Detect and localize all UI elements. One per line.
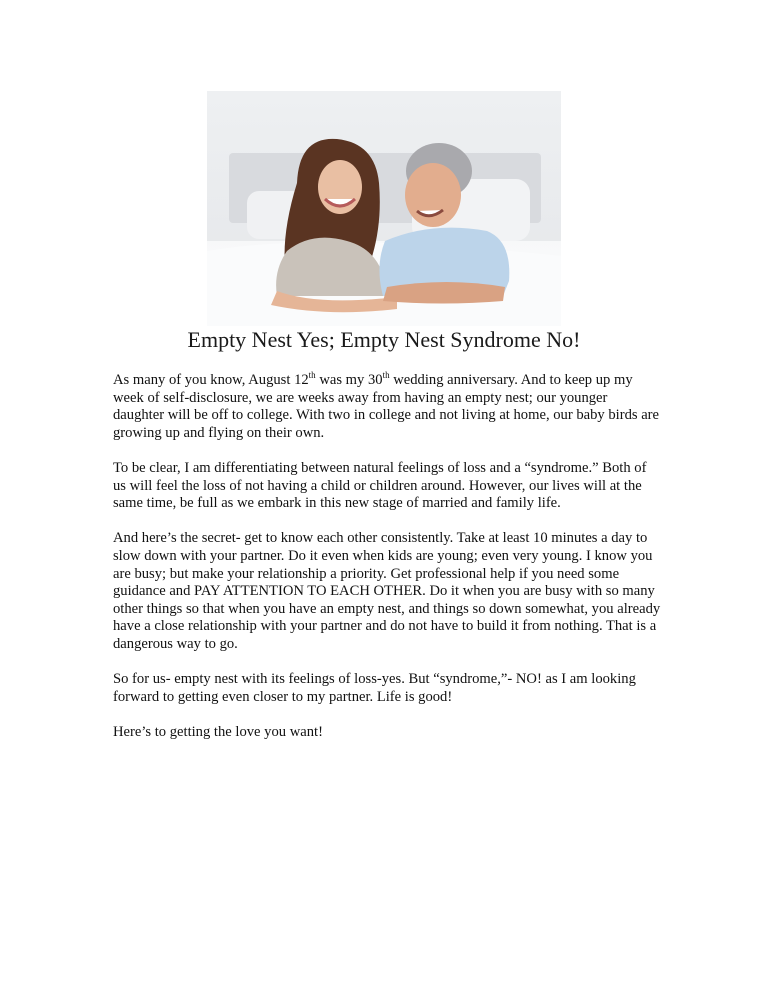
paragraph-2: To be clear, I am differentiating between natural feelings of loss and a “syndrome.” Both of us will feel the loss of not having a child or children around. However, our lives will at the same time, be full as we embark in this new stage of married and family life. [113,459,647,512]
ordinal-suffix: th [382,370,390,381]
paragraph-3: And here’s the secret- get to know each other consistently. Take at least 10 minutes a day to slow down with your partner. Do it even when kids are young; even very young. I know you are busy; but make your relationship a priority. Get professional help if you need some guidance and PAY ATTENTION TO EACH OTHER. Do it when you are busy with so many other things so that when you have an empty nest, and things so down somewhat, you already have a close relationship with your partner and do not have to build it from nothing. That is a dangerous way to go. [113,530,661,652]
ordinal-suffix: th [308,370,316,381]
paragraph-1 [113,372,661,442]
paragraph-5: Here’s to getting the love you want! [113,723,323,740]
paragraph-1-text-c: wedding anniversary. And to keep up my week of self-disclosure, we are weeks away from having an empty nest; our younger daughter will be off to college. With two in college and not living at home, our baby birds are growing up and flying on their own. [113,372,660,441]
couple-photo-illustration [207,91,561,326]
paragraph-1-text-a: As many of you know, August 12 [113,372,309,388]
article-title: Empty Nest Yes; Empty Nest Syndrome No! [187,327,581,352]
paragraph-1-text-b: was my 30 [315,372,383,388]
couple-photo [207,91,561,326]
paragraph-4: So for us- empty nest with its feelings of loss-yes. But “syndrome,”- NO! as I am looking forward to getting even closer to my partner. Life is good! [113,671,636,705]
article-body [113,372,661,759]
